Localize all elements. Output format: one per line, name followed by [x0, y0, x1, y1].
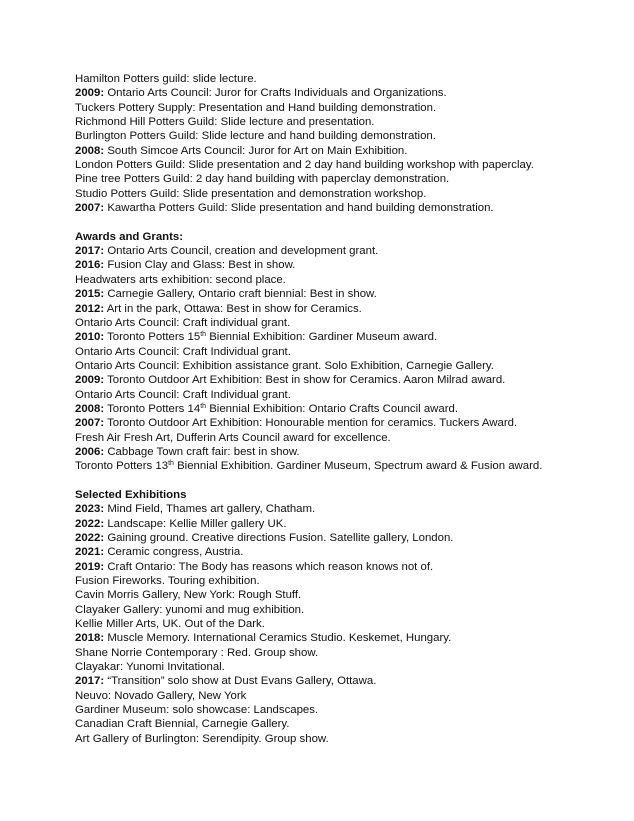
entry-year: 2010:	[75, 331, 105, 344]
entry-text: Fusion Clay and Glass: Best in show.	[107, 259, 296, 272]
entry-line	[75, 273, 620, 287]
entry-line	[75, 717, 620, 731]
entry-line	[75, 502, 620, 516]
entry-line	[75, 244, 620, 258]
ordinal-suffix: th	[200, 402, 207, 410]
entry-text: Burlington Potters Guild: Slide lecture and hand building demonstration.	[75, 130, 436, 143]
entry-text: Art Gallery of Burlington: Serendipity. Group show.	[75, 732, 329, 745]
entry-line	[75, 201, 620, 215]
entry-text: Clayakar: Yunomi Invitational.	[75, 661, 225, 674]
entry-year: 2007:	[75, 202, 105, 215]
entry-text: Mind Field, Thames art gallery, Chatham.	[107, 503, 316, 516]
entry-text: Toronto Potters 13	[75, 460, 169, 473]
entry-line	[75, 674, 620, 688]
entry-line	[75, 531, 620, 545]
entry-text: Muscle Memory. International Ceramics Studio. Keskemet, Hungary.	[107, 632, 452, 645]
section-spacer	[75, 474, 620, 488]
entry-text: Richmond Hill Potters Guild: Slide lecture and presentation.	[75, 116, 375, 129]
entry-line	[75, 646, 620, 660]
entry-line	[75, 345, 620, 359]
entry-line	[75, 158, 620, 172]
ordinal-suffix: th	[168, 460, 174, 468]
entry-line	[75, 631, 620, 645]
entry-line	[75, 86, 620, 100]
entry-text: Toronto Outdoor Art Exhibition: Best in show for Ceramics. Aaron Milrad award.	[107, 374, 506, 387]
entry-text: Kellie Miller Arts, UK. Out of the Dark.	[75, 618, 265, 631]
entry-line	[75, 517, 620, 531]
entry-text: London Potters Guild: Slide presentation and 2 day hand building workshop with paperclay.	[75, 159, 534, 172]
entry-text: Ontario Arts Council: Craft individual grant.	[75, 316, 291, 329]
entry-text: Gardiner Museum: solo showcase: Landscapes.	[75, 704, 319, 717]
entry-line	[75, 316, 620, 330]
entry-text: Cabbage Town craft fair: best in show.	[107, 445, 300, 458]
entry-text: Craft Ontario: The Body has reasons which reason knows not of.	[107, 560, 434, 573]
entry-year: 2016:	[75, 259, 105, 272]
entry-line	[75, 703, 620, 717]
entry-text: Hamilton Potters guild: slide lecture.	[75, 73, 257, 85]
entry-line	[75, 560, 620, 574]
entry-line	[75, 416, 620, 430]
entry-text: Fusion Fireworks. Touring exhibition.	[75, 575, 260, 588]
entry-text: “Transition” solo show at Dust Evans Gallery, Ottawa.	[107, 675, 377, 688]
entry-text: Toronto Outdoor Art Exhibition: Honourable mention for ceramics. Tuckers Award.	[107, 417, 518, 430]
entry-text-continued: Biennial Exhibition. Gardiner Museum, Spectrum award & Fusion award.	[173, 460, 543, 473]
entry-text: Pine tree Potters Guild: 2 day hand building with paperclay demonstration.	[75, 173, 450, 186]
entry-line	[75, 388, 620, 402]
entry-text: Headwaters arts exhibition: second place.	[75, 273, 286, 286]
entry-text: Kawartha Potters Guild: Slide presentation and hand building demonstration.	[107, 202, 494, 215]
entry-text: Fresh Air Fresh Art, Dufferin Arts Council award for excellence.	[75, 431, 391, 444]
entry-year: 2018:	[75, 632, 105, 645]
entry-year: 2015:	[75, 288, 105, 301]
entry-text: South Simcoe Arts Council: Juror for Art on Main Exhibition.	[107, 144, 408, 157]
entry-line	[75, 617, 620, 631]
entry-text: Studio Potters Guild: Slide presentation and demonstration workshop.	[75, 187, 427, 200]
entry-year: 2006:	[75, 445, 105, 458]
entry-line	[75, 431, 620, 445]
entry-text: Shane Norrie Contemporary : Red. Group show.	[75, 646, 319, 659]
exhibitions-heading: Selected Exhibitions	[75, 488, 187, 501]
entry-text: Toronto Potters 14	[107, 402, 201, 415]
entry-year: 2021:	[75, 546, 105, 559]
entry-text: Ontario Arts Council, creation and development grant.	[107, 245, 379, 258]
entry-text: Canadian Craft Biennial, Carnegie Gallery.	[75, 718, 290, 731]
entry-line	[75, 302, 620, 316]
entry-text: Ontario Arts Council: Craft Individual grant.	[75, 388, 291, 401]
section-spacer	[75, 215, 620, 229]
entry-line	[75, 373, 620, 387]
entry-line	[75, 689, 620, 703]
entry-year: 2017:	[75, 245, 105, 258]
entry-line	[75, 359, 620, 373]
entry-year: 2009:	[75, 87, 105, 100]
entry-line	[75, 144, 620, 158]
entry-line	[75, 459, 620, 473]
entry-text: Carnegie Gallery, Ontario craft biennial: Best in show.	[107, 288, 377, 301]
entry-text: Toronto Potters 15	[107, 331, 201, 344]
entry-text: Cavin Morris Gallery, New York: Rough Stuff.	[75, 589, 302, 602]
entry-line	[75, 330, 620, 344]
entry-text: Tuckers Pottery Supply: Presentation and Hand building demonstration.	[75, 101, 437, 114]
entry-line	[75, 172, 620, 186]
entry-line	[75, 129, 620, 143]
entry-text-continued: Biennial Exhibition: Ontario Crafts Council award.	[206, 402, 459, 415]
entry-year: 2019:	[75, 560, 105, 573]
entry-text: Clayaker Gallery: yunomi and mug exhibition.	[75, 603, 305, 616]
entry-line	[75, 187, 620, 201]
entry-text: Ontario Arts Council: Juror for Crafts Individuals and Organizations.	[107, 87, 447, 100]
entry-text: Ontario Arts Council: Exhibition assistance grant. Solo Exhibition, Carnegie Gallery.	[75, 359, 494, 372]
entry-text: Gaining ground. Creative directions Fusion. Satellite gallery, London.	[107, 532, 454, 544]
entry-line	[75, 603, 620, 617]
entry-year: 2022:	[75, 532, 105, 544]
entry-text-continued: Biennial Exhibition: Gardiner Museum award.	[206, 331, 438, 344]
entry-text: Art in the park, Ottawa: Best in show for Ceramics.	[106, 302, 362, 315]
entry-line	[75, 72, 620, 86]
entry-line	[75, 101, 620, 115]
ordinal-suffix: th	[200, 331, 207, 339]
entry-text: Ceramic congress, Austria.	[107, 546, 244, 559]
entry-year: 2008:	[75, 402, 105, 415]
entry-line	[75, 660, 620, 674]
entry-year: 2022:	[75, 517, 105, 530]
entry-year: 2008:	[75, 144, 105, 157]
entry-line	[75, 588, 620, 602]
entry-line	[75, 115, 620, 129]
entry-year: 2023:	[75, 503, 105, 516]
entry-year: 2017:	[75, 675, 105, 688]
entry-text: Neuvo: Novado Gallery, New York	[75, 689, 247, 702]
entry-line	[75, 545, 620, 559]
entry-year: 2012:	[75, 302, 105, 315]
entry-year: 2007:	[75, 417, 105, 430]
awards-section	[75, 244, 620, 474]
entry-line	[75, 258, 620, 272]
entry-line	[75, 287, 620, 301]
entry-line	[75, 732, 620, 746]
entry-text: Landscape: Kellie Miller gallery UK.	[107, 517, 287, 530]
entry-line	[75, 445, 620, 459]
lectures-section	[75, 72, 620, 215]
exhibitions-section	[75, 502, 620, 746]
entry-text: Ontario Arts Council: Craft Individual grant.	[75, 345, 291, 358]
entry-line	[75, 402, 620, 416]
awards-heading: Awards and Grants:	[75, 230, 184, 243]
entry-line	[75, 574, 620, 588]
document-body	[75, 72, 620, 746]
entry-year: 2009:	[75, 374, 105, 387]
